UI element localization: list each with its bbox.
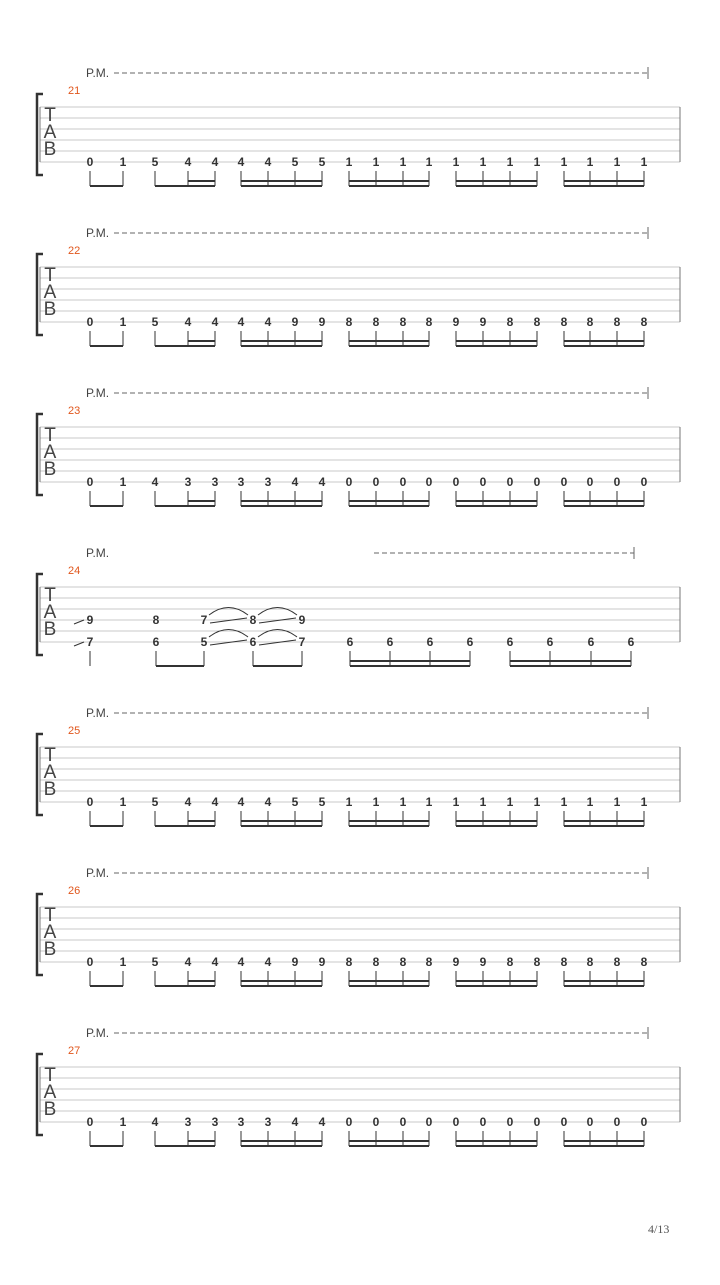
fret-number: 4 [184,795,192,809]
fret-number: 8 [640,315,648,329]
fret-number: 1 [640,155,648,169]
tab-clef-letter: T [44,1065,56,1086]
fret-number: 4 [264,795,272,809]
fret-number: 0 [86,155,94,169]
tab-clef-letter: T [44,905,56,926]
tab-clef-letter: T [44,105,56,126]
fret-number: 1 [452,155,460,169]
fret-number: 9 [452,315,460,329]
fret-number: 1 [399,155,407,169]
fret-number: 4 [211,155,219,169]
fret-number: 9 [298,613,306,627]
fret-number: 1 [560,795,568,809]
fret-number: 4 [291,1115,299,1129]
tab-clef-letter: T [44,745,56,766]
fret-number: 5 [200,635,208,649]
fret-number: 3 [237,1115,245,1129]
fret-number: 8 [152,613,160,627]
fret-number: 0 [452,475,460,489]
tab-clef-letter: B [43,619,57,640]
tab-clef-letter: A [43,602,57,623]
fret-number: 0 [86,315,94,329]
fret-number: 0 [640,1115,648,1129]
fret-number: 9 [86,613,94,627]
fret-number: 0 [506,1115,514,1129]
fret-number: 0 [399,475,407,489]
fret-number: 4 [237,155,245,169]
fret-number: 7 [200,613,208,627]
fret-number: 0 [479,1115,487,1129]
palm-mute-label: P.M. [86,706,110,720]
fret-number: 8 [533,955,541,969]
fret-number: 4 [211,315,219,329]
fret-number: 7 [298,635,306,649]
tab-clef-letter: A [43,282,57,303]
tab-clef-letter: T [44,265,56,286]
fret-number: 1 [119,1115,127,1129]
fret-number: 4 [211,795,219,809]
tab-clef-letter: B [43,139,57,160]
fret-number: 1 [345,155,353,169]
fret-number: 9 [479,955,487,969]
fret-number: 3 [237,475,245,489]
tab-clef-letter: B [43,939,57,960]
fret-number: 5 [151,795,159,809]
palm-mute-label: P.M. [86,546,110,560]
fret-number: 8 [613,955,621,969]
fret-number: 1 [586,155,594,169]
fret-number: 1 [119,795,127,809]
measure-number: 27 [68,1045,81,1057]
fret-number: 3 [264,475,272,489]
fret-number: 8 [640,955,648,969]
fret-number: 6 [152,635,160,649]
fret-number: 5 [291,155,299,169]
fret-number: 3 [184,1115,192,1129]
fret-number: 0 [372,475,380,489]
fret-number: 4 [211,955,219,969]
fret-number: 1 [119,155,127,169]
fret-number: 1 [560,155,568,169]
fret-number: 0 [640,475,648,489]
fret-number: 1 [425,155,433,169]
fret-number: 8 [425,315,433,329]
fret-number: 4 [184,315,192,329]
fret-number: 1 [452,795,460,809]
fret-number: 8 [399,955,407,969]
fret-number: 5 [291,795,299,809]
fret-number: 4 [237,795,245,809]
fret-number: 8 [249,613,257,627]
fret-number: 5 [318,795,326,809]
fret-number: 0 [613,1115,621,1129]
slide-mark [74,642,84,646]
fret-number: 1 [479,155,487,169]
slide-mark [74,620,84,624]
fret-number: 0 [425,475,433,489]
fret-number: 9 [291,955,299,969]
fret-number: 5 [151,955,159,969]
fret-number: 0 [506,475,514,489]
fret-number: 0 [345,1115,353,1129]
tab-clef-letter: A [43,1082,57,1103]
measure-number: 23 [68,405,81,417]
fret-number: 8 [506,315,514,329]
fret-number: 4 [237,955,245,969]
fret-number: 4 [237,315,245,329]
fret-number: 5 [151,315,159,329]
palm-mute-label: P.M. [86,866,110,880]
fret-number: 8 [560,955,568,969]
fret-number: 1 [479,795,487,809]
fret-number: 8 [345,315,353,329]
fret-number: 8 [533,315,541,329]
fret-number: 4 [264,955,272,969]
measure-number: 22 [68,245,81,257]
fret-number: 1 [506,795,514,809]
tab-clef-letter: B [43,779,57,800]
fret-number: 0 [372,1115,380,1129]
palm-mute-label: P.M. [86,66,110,80]
fret-number: 1 [506,155,514,169]
fret-number: 0 [533,475,541,489]
fret-number: 9 [479,315,487,329]
fret-number: 0 [533,1115,541,1129]
palm-mute-label: P.M. [86,1026,110,1040]
fret-number: 4 [151,475,159,489]
fret-number: 4 [184,155,192,169]
measure-number: 26 [68,885,81,897]
tab-clef-letter: T [44,585,56,606]
tab-clef-letter: A [43,122,57,143]
fret-number: 3 [184,475,192,489]
fret-number: 1 [425,795,433,809]
fret-number: 4 [291,475,299,489]
tab-clef-letter: A [43,762,57,783]
fret-number: 0 [452,1115,460,1129]
fret-number: 6 [386,635,394,649]
fret-number: 8 [399,315,407,329]
fret-number: 0 [586,1115,594,1129]
fret-number: 6 [426,635,434,649]
fret-number: 1 [119,955,127,969]
fret-number: 4 [318,1115,326,1129]
fret-number: 5 [151,155,159,169]
fret-number: 8 [506,955,514,969]
fret-number: 0 [613,475,621,489]
fret-number: 4 [264,155,272,169]
fret-number: 1 [586,795,594,809]
fret-number: 6 [546,635,554,649]
measure-number: 21 [68,85,81,97]
fret-number: 1 [613,155,621,169]
fret-number: 9 [318,955,326,969]
tab-clef-letter: T [44,425,56,446]
fret-number: 3 [211,475,219,489]
fret-number: 0 [86,475,94,489]
fret-number: 1 [119,475,127,489]
fret-number: 5 [318,155,326,169]
tab-clef-letter: B [43,459,57,480]
tab-clef-letter: B [43,1099,57,1120]
fret-number: 0 [399,1115,407,1129]
fret-number: 8 [586,955,594,969]
tab-clef-letter: A [43,922,57,943]
fret-number: 1 [399,795,407,809]
fret-number: 6 [627,635,635,649]
fret-number: 6 [249,635,257,649]
fret-number: 8 [560,315,568,329]
fret-number: 0 [560,475,568,489]
palm-mute-label: P.M. [86,226,110,240]
fret-number: 1 [345,795,353,809]
fret-number: 1 [640,795,648,809]
fret-number: 8 [372,315,380,329]
fret-number: 7 [86,635,94,649]
fret-number: 8 [613,315,621,329]
fret-number: 0 [345,475,353,489]
measure-number: 24 [68,565,81,577]
fret-number: 8 [345,955,353,969]
fret-number: 8 [425,955,433,969]
fret-number: 8 [372,955,380,969]
fret-number: 3 [211,1115,219,1129]
fret-number: 0 [479,475,487,489]
fret-number: 1 [533,795,541,809]
fret-number: 4 [151,1115,159,1129]
fret-number: 4 [318,475,326,489]
fret-number: 0 [86,955,94,969]
fret-number: 1 [372,155,380,169]
fret-number: 1 [533,155,541,169]
fret-number: 8 [586,315,594,329]
fret-number: 6 [506,635,514,649]
palm-mute-label: P.M. [86,386,110,400]
fret-number: 1 [119,315,127,329]
fret-number: 0 [425,1115,433,1129]
fret-number: 0 [86,795,94,809]
fret-number: 3 [264,1115,272,1129]
fret-number: 0 [86,1115,94,1129]
fret-number: 6 [346,635,354,649]
fret-number: 9 [291,315,299,329]
fret-number: 1 [613,795,621,809]
fret-number: 0 [560,1115,568,1129]
fret-number: 1 [372,795,380,809]
fret-number: 9 [452,955,460,969]
fret-number: 6 [466,635,474,649]
tab-clef-letter: A [43,442,57,463]
fret-number: 0 [586,475,594,489]
page-number: 4/13 [648,1222,670,1236]
fret-number: 4 [264,315,272,329]
fret-number: 6 [587,635,595,649]
fret-number: 9 [318,315,326,329]
measure-number: 25 [68,725,81,737]
fret-number: 4 [184,955,192,969]
tab-clef-letter: B [43,299,57,320]
